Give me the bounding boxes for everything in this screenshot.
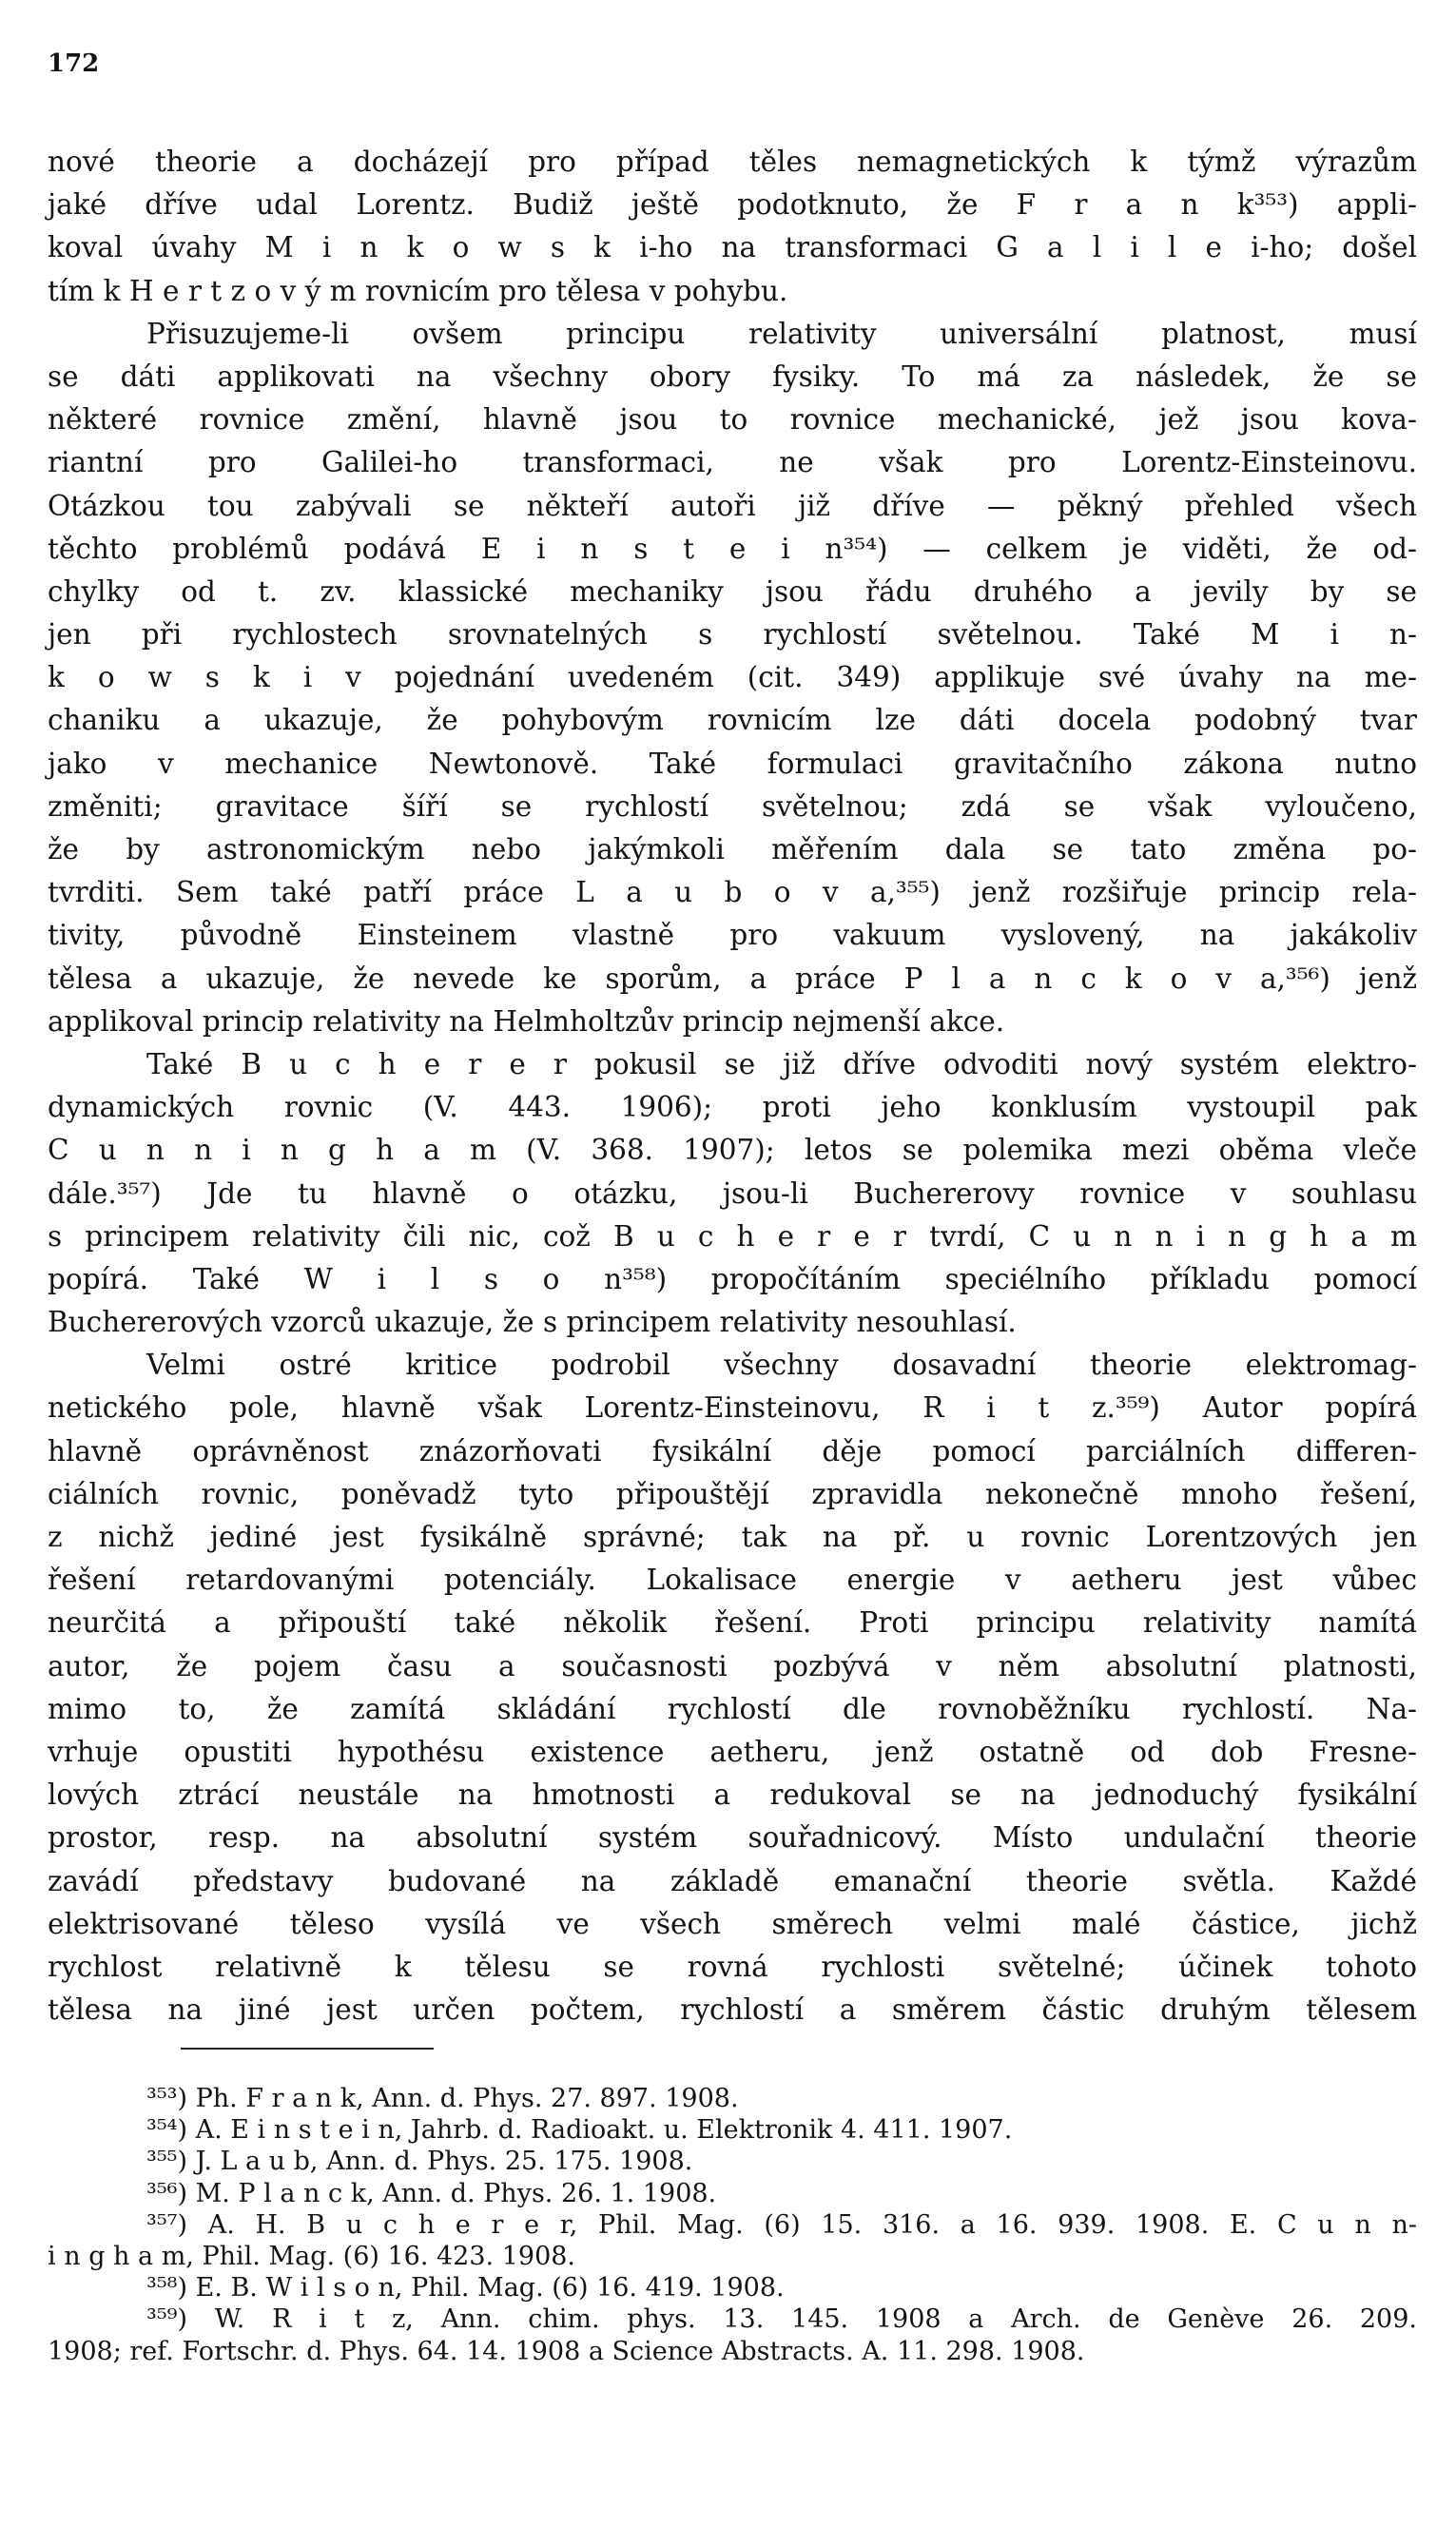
text-line: Velmi ostré kritice podrobil všechny dosavadní theorie elektromag- bbox=[146, 1349, 1417, 1382]
text-line: že by astronomickým nebo jakýmkoli měřením dala se tato změna po- bbox=[48, 833, 1417, 865]
text-line: tělesa a ukazuje, že nevede ke sporům, a práce P l a n c k o v a,³⁵⁶) jenž bbox=[48, 962, 1417, 995]
text-line: Přisuzujeme-li ovšem principu relativity universální platnost, musí bbox=[146, 317, 1417, 350]
footnote-line: 1908; ref. Fortschr. d. Phys. 64. 14. 1908 a Science Abstracts. A. 11. 298. 1908. bbox=[48, 2336, 1085, 2366]
text-line: rychlost relativně k tělesu se rovná rychlosti světelné; účinek tohoto bbox=[48, 1950, 1417, 1983]
text-line: Také B u c h e r e r pokusil se již dříve odvoditi nový systém elektro- bbox=[146, 1047, 1417, 1080]
text-line: nové theorie a docházejí pro případ těles nemagnetických k týmž výrazům bbox=[48, 146, 1417, 178]
text-line: tím k H e r t z o v ý m rovnicím pro tělesa v pohybu. bbox=[48, 274, 788, 307]
text-line: dynamických rovnic (V. 443. 1906); proti jeho konklusím vystoupil pak bbox=[48, 1091, 1417, 1124]
text-line: se dáti applikovati na všechny obory fysiky. To má za následek, že se bbox=[48, 360, 1417, 393]
footnote-line: ³⁵⁸) E. B. W i l s o n, Phil. Mag. (6) 16. 419. 1908. bbox=[146, 2273, 785, 2303]
text-line: lových ztrácí neustále na hmotnosti a redukoval se na jednoduchý fysikální bbox=[48, 1779, 1417, 1812]
text-line: tvrditi. Sem také patří práce L a u b o v a,³⁵⁵) jenž rozšiřuje princip rela- bbox=[48, 876, 1417, 909]
text-line: riantní pro Galilei-ho transformaci, ne však pro Lorentz-Einsteinovu. bbox=[48, 446, 1417, 479]
text-line: chylky od t. zv. klassické mechaniky jsou řádu druhého a jevily by se bbox=[48, 574, 1417, 608]
footnote-line: ³⁵³) Ph. F r a n k, Ann. d. Phys. 27. 897. 1908. bbox=[146, 2084, 739, 2113]
text-line: neurčitá a připouští také několik řešení. Proti principu relativity namítá bbox=[48, 1606, 1417, 1640]
text-line: tivity, původně Einsteinem vlastně pro vakuum vyslovený, na jakákoliv bbox=[48, 919, 1417, 952]
text-line: ciálních rovnic, poněvadž tyto připouštějí zpravidla nekonečně mnoho řešení, bbox=[48, 1477, 1417, 1510]
text-line: změniti; gravitace šíří se rychlostí světelnou; zdá se však vyloučeno, bbox=[48, 789, 1417, 823]
text-line: applikoval princip relativity na Helmholtzův princip nejmenší akce. bbox=[48, 1004, 1005, 1038]
text-line: s principem relativity čili nic, což B u c h e r e r tvrdí, C u n n i n g h a m bbox=[48, 1219, 1417, 1253]
footnote-line: i n g h a m, Phil. Mag. (6) 16. 423. 1908. bbox=[48, 2241, 576, 2271]
footnote-line: ³⁵⁴) A. E i n s t e i n, Jahrb. d. Radioakt. u. Elektronik 4. 411. 1907. bbox=[146, 2115, 1013, 2146]
text-line: C u n n i n g h a m (V. 368. 1907); letos se polemika mezi oběma vleče bbox=[48, 1134, 1417, 1167]
text-line: k o w s k i v pojednání uvedeném (cit. 349) applikuje své úvahy na me- bbox=[48, 661, 1417, 694]
text-line: z nichž jediné jest fysikálně správné; tak na př. u rovnic Lorentzových jen bbox=[48, 1521, 1417, 1553]
text-line: koval úvahy M i n k o w s k i-ho na transformaci G a l i l e i-ho; došel bbox=[48, 231, 1417, 264]
footnote-separator bbox=[181, 2048, 434, 2050]
text-line: chaniku a ukazuje, že pohybovým rovnicím lze dáti docela podobný tvar bbox=[48, 704, 1417, 737]
footnote-line: ³⁵⁷) A. H. B u c h e r e r, Phil. Mag. (6) 15. 316. a 16. 939. 1908. E. C u n n- bbox=[146, 2209, 1417, 2240]
text-line: Otázkou tou zabývali se někteří autoři již dříve — pěkný přehled všech bbox=[48, 489, 1417, 522]
body-text bbox=[48, 141, 1417, 2031]
footnote-line: ³⁵⁵) J. L a u b, Ann. d. Phys. 25. 175. 1908. bbox=[146, 2147, 693, 2177]
text-line: jako v mechanice Newtonově. Také formulaci gravitačního zákona nutno bbox=[48, 747, 1417, 780]
page-number: 172 bbox=[48, 49, 100, 78]
text-line: řešení retardovanými potenciály. Lokalisace energie v aetheru jest vůbec bbox=[48, 1564, 1417, 1597]
text-line: tělesa na jiné jest určen počtem, rychlostí a směrem částic druhým tělesem bbox=[48, 1993, 1417, 2027]
footnote-line: ³⁵⁶) M. P l a n c k, Ann. d. Phys. 26. 1. 1908. bbox=[146, 2178, 717, 2208]
text-line: autor, že pojem času a současnosti pozbývá v něm absolutní platnosti, bbox=[48, 1649, 1417, 1682]
text-line: hlavně oprávněnost znázorňovati fysikální děje pomocí parciálních differen- bbox=[48, 1434, 1417, 1468]
footnote-line: ³⁵⁹) W. R i t z, Ann. chim. phys. 13. 145. 1908 a Arch. de Genève 26. 209. bbox=[146, 2304, 1417, 2335]
text-line: elektrisované těleso vysílá ve všech směrech velmi malé částice, jichž bbox=[48, 1907, 1417, 1940]
text-line: zavádí představy budované na základě emanační theorie světla. Každé bbox=[48, 1864, 1417, 1897]
text-line: jen při rychlostech srovnatelných s rychlostí světelnou. Také M i n- bbox=[48, 618, 1417, 651]
text-line: těchto problémů podává E i n s t e i n³⁵⁴) — celkem je viděti, že od- bbox=[48, 532, 1417, 565]
text-line: popírá. Také W i l s o n³⁵⁸) propočítáním speciélního příkladu pomocí bbox=[48, 1262, 1417, 1295]
text-line: mimo to, že zamítá skládání rychlostí dle rovnoběžníku rychlostí. Na- bbox=[48, 1692, 1417, 1725]
text-line: některé rovnice změní, hlavně jsou to rovnice mechanické, jež jsou kova- bbox=[48, 403, 1417, 437]
text-line: jaké dříve udal Lorentz. Budiž ještě podotknuto, že F r a n k³⁵³) appli- bbox=[48, 188, 1417, 222]
text-line: Buchererových vzorců ukazuje, že s principem relativity nesouhlasí. bbox=[48, 1306, 1017, 1339]
text-line: dále.³⁵⁷) Jde tu hlavně o otázku, jsou-li Buchererovy rovnice v souhlasu bbox=[48, 1176, 1417, 1210]
footnotes bbox=[48, 2083, 1417, 2367]
text-line: prostor, resp. na absolutní systém souřadnicový. Místo undulační theorie bbox=[48, 1821, 1417, 1855]
text-line: netického pole, hlavně však Lorentz-Einsteinovu, R i t z.³⁵⁹) Autor popírá bbox=[48, 1391, 1417, 1425]
text-line: vrhuje opustiti hypothésu existence aetheru, jenž ostatně od dob Fresne- bbox=[48, 1735, 1417, 1768]
